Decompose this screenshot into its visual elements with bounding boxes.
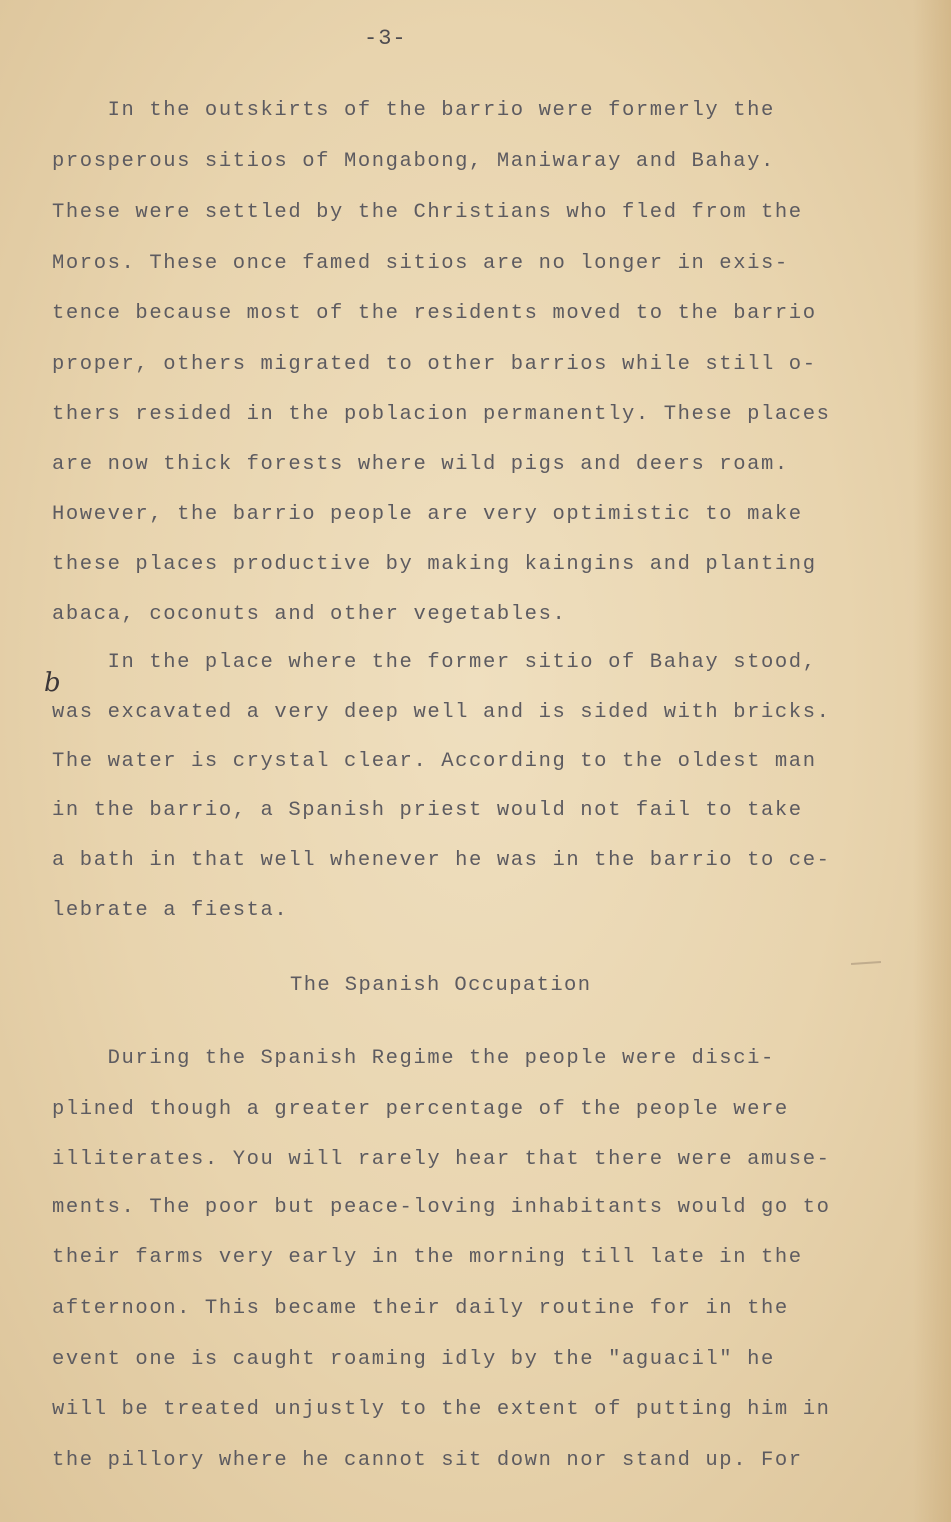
- paragraph-3-line: ments. The poor but peace-loving inhabitants would go to: [52, 1196, 831, 1219]
- page-number: -3-: [364, 26, 407, 51]
- handwritten-margin-mark: b: [44, 668, 61, 698]
- paragraph-2-line: a bath in that well whenever he was in the barrio to ce-: [52, 849, 831, 872]
- paragraph-1-line: thers resided in the poblacion permanently. These places: [52, 403, 831, 426]
- paragraph-1-line: In the outskirts of the barrio were formerly the: [52, 99, 775, 122]
- paragraph-1-line: are now thick forests where wild pigs and deers roam.: [52, 453, 789, 476]
- paragraph-3-line: afternoon. This became their daily routine for in the: [52, 1297, 789, 1320]
- paragraph-3-line: plined though a greater percentage of the people were: [52, 1098, 789, 1121]
- paragraph-2-line: In the place where the former sitio of Bahay stood,: [52, 651, 817, 674]
- paragraph-3-line: event one is caught roaming idly by the "aguacil" he: [52, 1348, 775, 1371]
- paragraph-3-line: their farms very early in the morning till late in the: [52, 1246, 803, 1269]
- paragraph-1-line: tence because most of the residents moved to the barrio: [52, 302, 817, 325]
- paragraph-1-line: these places productive by making kaingins and planting: [52, 553, 817, 576]
- paragraph-1-line: prosperous sitios of Mongabong, Maniwaray and Bahay.: [52, 150, 775, 173]
- paragraph-2-line: The water is crystal clear. According to the oldest man: [52, 750, 817, 773]
- paragraph-1-line: However, the barrio people are very optimistic to make: [52, 503, 803, 526]
- section-heading: The Spanish Occupation: [290, 974, 592, 997]
- paragraph-1-line: These were settled by the Christians who fled from the: [52, 201, 803, 224]
- paragraph-3-line: the pillory where he cannot sit down nor stand up. For: [52, 1449, 803, 1472]
- paragraph-3-line: During the Spanish Regime the people were disci-: [52, 1047, 775, 1070]
- paragraph-2-line: lebrate a fiesta.: [52, 899, 289, 922]
- paper-edge-shadow: [913, 0, 951, 1522]
- paragraph-3-line: will be treated unjustly to the extent of putting him in: [52, 1398, 831, 1421]
- stray-pencil-stroke: [851, 961, 881, 965]
- paragraph-1-line: Moros. These once famed sitios are no longer in exis-: [52, 252, 789, 275]
- paragraph-2-line: was excavated a very deep well and is sided with bricks.: [52, 701, 831, 724]
- paragraph-2-line: in the barrio, a Spanish priest would not fail to take: [52, 799, 803, 822]
- paragraph-1-line: proper, others migrated to other barrios while still o-: [52, 353, 817, 376]
- paragraph-3-line: illiterates. You will rarely hear that there were amuse-: [52, 1148, 831, 1171]
- paragraph-1-line: abaca, coconuts and other vegetables.: [52, 603, 567, 626]
